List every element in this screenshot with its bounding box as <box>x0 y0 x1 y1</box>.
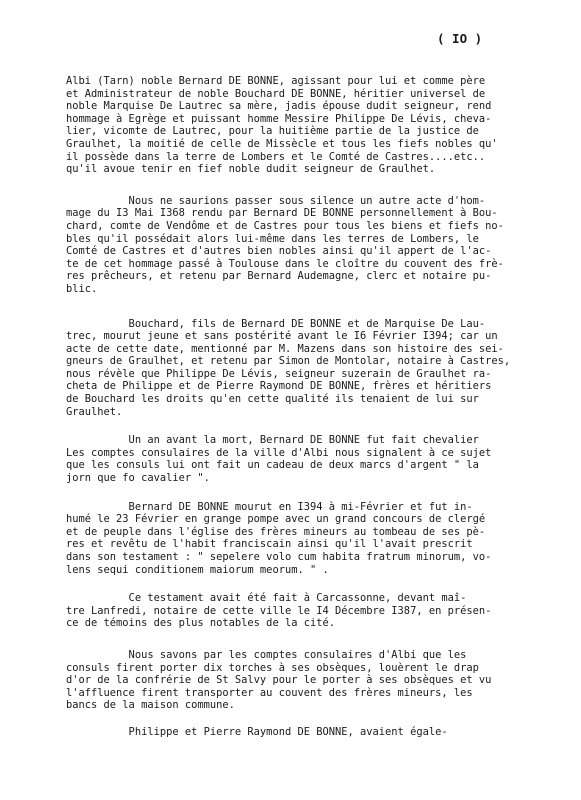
text-line: res et revêtu de l'habit franciscain ainsi qu'il l'avait prescrit <box>66 538 473 551</box>
text-line: mage du I3 Mai I368 rendu par Bernard DE BONNE personnellement à Bou- <box>66 207 498 220</box>
page-number: ( IO ) <box>437 31 483 46</box>
paragraph-death <box>66 501 556 577</box>
text-line: l'affluence firent transporter au couvent des frères mineurs, les <box>66 686 473 699</box>
text-line: Graulhet. <box>66 405 123 418</box>
text-line: blic. <box>66 282 98 295</box>
text-line: dans son testament : " sepelere volo cum habita fratrum minorum, vo- <box>66 551 492 563</box>
text-line: et Administrateur de noble Bouchard DE BONNE, héritier universel de <box>66 87 486 100</box>
paragraph-heirs <box>66 726 556 739</box>
paragraph-funeral <box>66 649 556 712</box>
text-line: Comté de Castres et d'autres bien nobles ainsi qu'il appert de l'ac- <box>66 245 492 258</box>
text-line: lier, vicomte de Lautrec, pour la huitième partie de la justice de <box>66 125 479 138</box>
text-line: Bernard DE BONNE mourut en I394 à mi-Février et fut in- <box>66 500 473 513</box>
text-line: lens sequi conditionem maiorum meorum. " . <box>66 563 329 576</box>
text-line: qu'il avoue tenir en fief noble dudit seigneur de Graulhet. <box>66 163 436 176</box>
text-line: Un an avant la mort, Bernard DE BONNE fut fait chevalier <box>66 434 479 447</box>
text-line: chard, comte de Vendôme et de Castres pour tous les biens et fiefs no- <box>66 219 504 232</box>
text-line: hommage à Egrège et puissant homme Messire Philippe De Lévis, cheva- <box>66 112 492 125</box>
text-line: Nous ne saurions passer sous silence un autre acte d'hom- <box>66 194 486 207</box>
text-line: Nous savons par les comptes consulaires d'Albi que les <box>66 648 467 661</box>
text-line: humé le 23 Février en grange pompe avec un grand concours de clergé <box>66 513 486 526</box>
text-line: il possède dans la terre de Lombers et le Comté de Castres....etc.. <box>66 150 486 163</box>
text-line: acte de cette date, mentionné par M. Mazens dans son histoire des sei- <box>66 342 504 355</box>
text-line: Albi (Tarn) noble Bernard DE BONNE, agissant pour lui et comme père <box>66 75 486 87</box>
text-line: de Bouchard les droits qu'en cette qualité ils tenaient de lui sur <box>66 393 479 406</box>
text-line: trec, mourut jeune et sans postérité avant le I6 Février I394; car un <box>66 330 498 343</box>
text-line: ce de témoins des plus notables de la cité. <box>66 617 335 630</box>
text-line: nous révèle que Philippe De Lévis, seigneur suzerain de Graulhet ra- <box>66 367 492 380</box>
text-line: te de cet hommage passé à Toulouse dans le cloître du couvent des frè- <box>66 257 504 270</box>
text-line: que les consuls lui ont fait un cadeau de deux marcs d'argent " la <box>66 459 479 472</box>
paragraph-bouchard <box>66 318 556 419</box>
text-line: Philippe et Pierre Raymond DE BONNE, avaient égale- <box>66 725 448 738</box>
text-line: Bouchard, fils de Bernard DE BONNE et de Marquise De Lau- <box>66 317 486 330</box>
paragraph-homage-1368 <box>66 195 556 296</box>
document-body <box>66 75 556 739</box>
text-line: bancs de la maison commune. <box>66 699 235 712</box>
paragraph-testament <box>66 592 556 630</box>
text-line: d'or de la confrérie de St Salvy pour le porter à ses obsèques et vu <box>66 674 492 687</box>
text-line: Les comptes consulaires de la ville d'Albi nous signalent à ce sujet <box>66 446 492 459</box>
text-line: bles qu'il possédait alors lui-même dans les terres de Lombers, le <box>66 232 479 245</box>
text-line: Graulhet, la moitié de celle de Missècle et tous les fiefs nobles qu' <box>66 137 498 150</box>
text-line: et de peuple dans l'église des frères mineurs au tombeau de ses pè- <box>66 525 486 538</box>
text-line: Ce testament avait été fait à Carcassonne, devant maî- <box>66 592 467 605</box>
text-line: tre Lanfredi, notaire de cette ville le I4 Décembre I387, en présen- <box>66 604 492 617</box>
text-line: consuls firent porter dix torches à ses obsèques, louèrent le drap <box>66 661 479 674</box>
text-line: res prêcheurs, et retenu par Bernard Audemagne, clerc et notaire pu- <box>66 270 492 283</box>
paragraph-chevalier <box>66 434 556 484</box>
text-line: gneurs de Graulhet, et retenu par Simon de Montolar, notaire à Castres, <box>66 355 511 368</box>
text-line: cheta de Philippe et de Pierre Raymond DE BONNE, frères et héritiers <box>66 380 492 393</box>
paragraph-homage-1367 <box>66 75 556 176</box>
text-line: noble Marquise De Lautrec sa mère, jadis épouse dudit seigneur, rend <box>66 100 492 113</box>
text-line: jorn que fo cavalier ". <box>66 472 210 485</box>
